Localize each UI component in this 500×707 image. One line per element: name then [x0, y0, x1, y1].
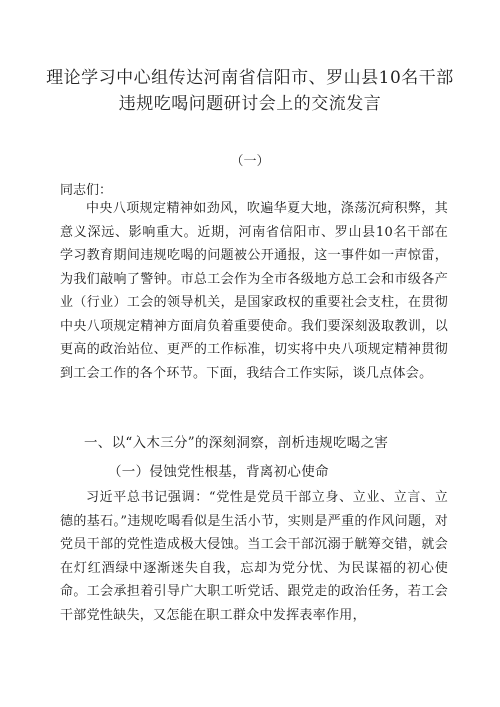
greeting: 同志们：	[60, 183, 113, 198]
paragraph-body: 习近平总书记强调：“党性是党员干部立身、立业、立言、立德的基石。”违规吃喝看似是生活小节，实则是严重的作风问题，对党员干部的党性造成极大侵蚀。当工会干部沉溺于觥筹交错，就会在灯红酒绿中逐渐迷失自我，忘却为党分忧、为民谋福的初心使命。工会承担着引导广大职工听党话、跟党走的政治任务，若工会干部党性缺失，又怎能在职工群众中发挥表率作用，	[60, 490, 448, 623]
section-number: （一）	[230, 154, 270, 169]
document-title-line1: 理论学习中心组传达河南省信阳市、罗山县10名干部	[46, 68, 454, 88]
heading-level1: 一、以“入木三分”的深刻洞察，剖析违规吃喝之害	[84, 435, 389, 451]
document-title-line2: 违规吃喝问题研讨会上的交流发言	[118, 94, 382, 114]
heading-level2: （一）侵蚀党性根基，背离初心使命	[108, 464, 329, 480]
paragraph-intro: 中央八项规定精神如劲风，吹遍华夏大地，涤荡沉疴积弊，其意义深远、影响重大。近期，河南省信阳市、罗山县10名干部在学习教育期间违规吃喝的问题被公开通报，这一事件如一声惊雷，为我们敲响了警钟。市总工会作为全市各级地方总工会和市级各产业（行业）工会的领导机关，是国家政权的重要社会支柱，在贯彻中央八项规定精神方面肩负着重要使命。我们要深刻汲取教训，以更高的政治站位、更严的工作标准，切实将中央八项规定精神贯彻到工会工作的各个环节。下面，我结合工作实际，谈几点体会。	[60, 201, 448, 381]
